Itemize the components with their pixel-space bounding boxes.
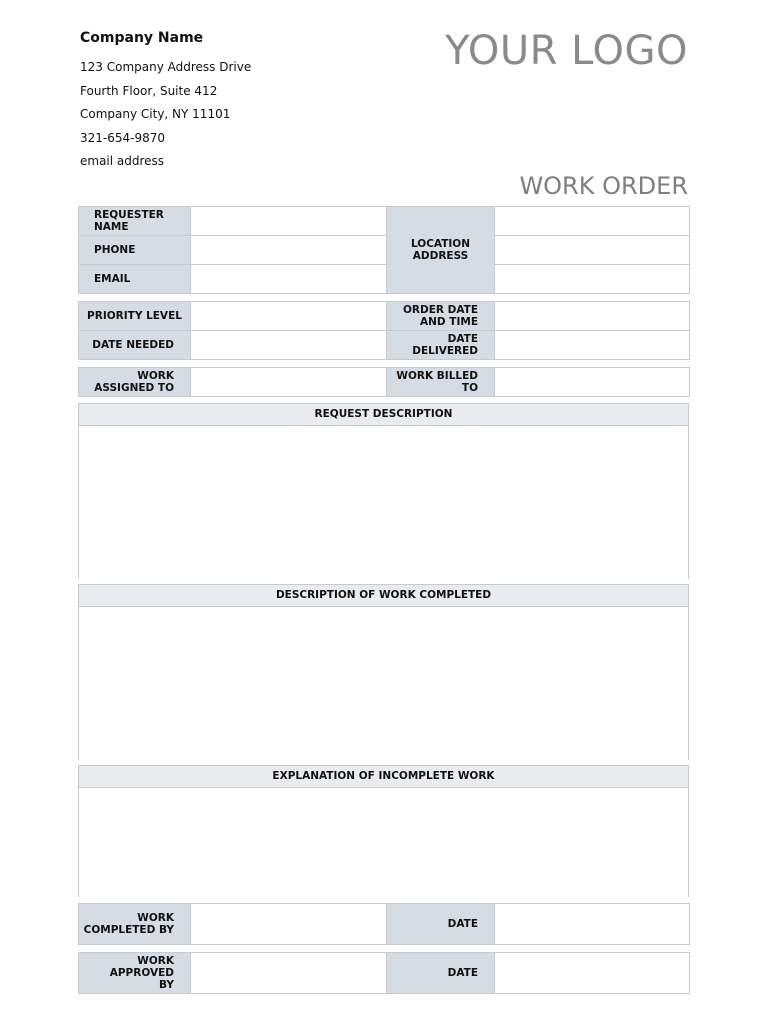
document-title: WORK ORDER bbox=[519, 172, 688, 200]
priority-table bbox=[78, 301, 690, 360]
completed-date-label: DATE bbox=[387, 904, 495, 945]
date-needed-label: DATE NEEDED bbox=[79, 331, 191, 360]
priority-level-label: PRIORITY LEVEL bbox=[79, 302, 191, 331]
company-phone: 321-654-9870 bbox=[80, 130, 166, 145]
work-completed-heading: DESCRIPTION OF WORK COMPLETED bbox=[79, 585, 688, 607]
request-description-heading: REQUEST DESCRIPTION bbox=[79, 404, 688, 426]
request-description-field[interactable] bbox=[79, 426, 688, 579]
company-info bbox=[80, 30, 251, 174]
date-delivered-field[interactable] bbox=[495, 331, 690, 360]
approved-date-label: DATE bbox=[387, 953, 495, 994]
work-billed-to-field[interactable] bbox=[495, 368, 690, 397]
work-assigned-to-label: WORK ASSIGNED TO bbox=[79, 368, 191, 397]
phone-label: PHONE bbox=[79, 236, 191, 265]
location-address-field-3[interactable] bbox=[495, 265, 690, 294]
phone-field[interactable] bbox=[191, 236, 387, 265]
date-needed-field[interactable] bbox=[191, 331, 387, 360]
incomplete-work-heading: EXPLANATION OF INCOMPLETE WORK bbox=[79, 766, 688, 788]
work-billed-to-label: WORK BILLED TO bbox=[387, 368, 495, 397]
requester-name-label: REQUESTER NAME bbox=[79, 207, 191, 236]
request-description-section bbox=[78, 403, 689, 579]
incomplete-work-field[interactable] bbox=[79, 788, 688, 897]
location-address-field-1[interactable] bbox=[495, 207, 690, 236]
location-address-field-2[interactable] bbox=[495, 236, 690, 265]
company-address-line2: Fourth Floor, Suite 412 bbox=[80, 83, 218, 98]
incomplete-work-section bbox=[78, 765, 689, 897]
company-name: Company Name bbox=[80, 30, 204, 46]
work-completed-field[interactable] bbox=[79, 607, 688, 760]
approved-date-field[interactable] bbox=[495, 953, 690, 994]
work-approved-by-field[interactable] bbox=[191, 953, 387, 994]
completed-date-field[interactable] bbox=[495, 904, 690, 945]
priority-level-field[interactable] bbox=[191, 302, 387, 331]
requester-table bbox=[78, 206, 690, 294]
work-assigned-to-field[interactable] bbox=[191, 368, 387, 397]
work-approved-by-label: WORK APPROVED BY bbox=[79, 953, 191, 994]
company-address-line3: Company City, NY 11101 bbox=[80, 107, 231, 121]
approved-by-table bbox=[78, 952, 690, 994]
email-label: EMAIL bbox=[79, 265, 191, 294]
work-completed-by-field[interactable] bbox=[191, 904, 387, 945]
company-address-line1: 123 Company Address Drive bbox=[80, 60, 252, 74]
order-date-time-label: ORDER DATE AND TIME bbox=[387, 302, 495, 331]
date-delivered-label: DATE DELIVERED bbox=[387, 331, 495, 360]
work-completed-by-label: WORK COMPLETED BY bbox=[79, 904, 191, 945]
completed-by-table bbox=[78, 903, 690, 945]
logo-placeholder: YOUR LOGO bbox=[445, 28, 688, 74]
order-date-time-field[interactable] bbox=[495, 302, 690, 331]
company-email: email address bbox=[80, 154, 165, 168]
requester-name-field[interactable] bbox=[191, 207, 387, 236]
email-field[interactable] bbox=[191, 265, 387, 294]
assignment-table bbox=[78, 367, 690, 397]
work-completed-section bbox=[78, 584, 689, 760]
location-address-label: LOCATION ADDRESS bbox=[387, 207, 495, 294]
